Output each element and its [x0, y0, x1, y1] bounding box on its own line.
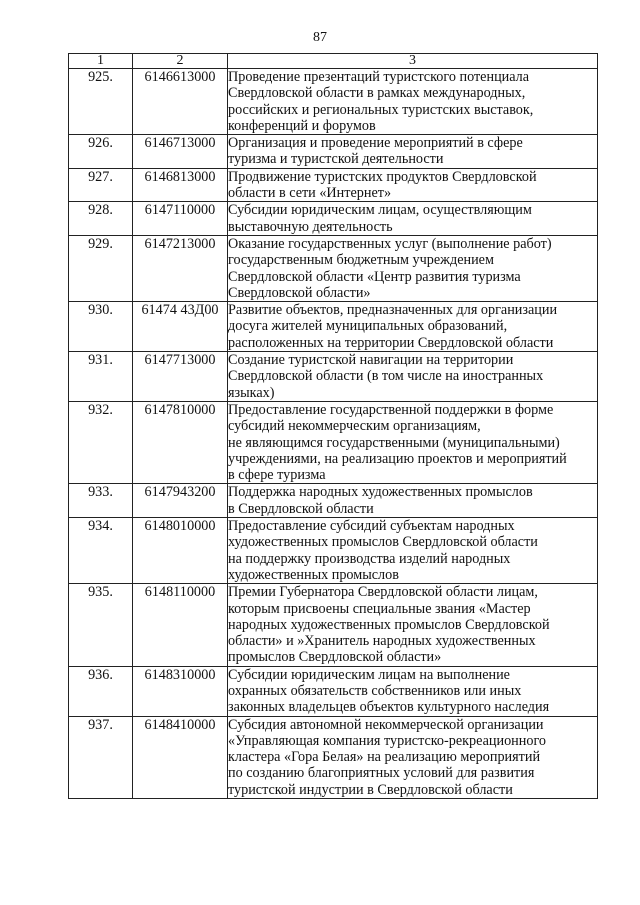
description-line: Предоставление государственной поддержки в форме: [228, 401, 554, 418]
table-row: [69, 584, 598, 666]
table-row: [69, 352, 598, 402]
table-body: [69, 69, 598, 799]
budget-code: 6147810000: [133, 401, 228, 483]
table-row: [69, 484, 598, 518]
item-description: [228, 235, 598, 301]
description-line: выставочную деятельность: [228, 218, 393, 235]
budget-code: 6148010000: [133, 518, 228, 584]
budget-code: 6147213000: [133, 235, 228, 301]
description-line: Создание туристской навигации на территории: [228, 352, 514, 369]
description-line: Развитие объектов, предназначенных для организации: [228, 302, 558, 319]
description-line: субсидий некоммерческим организациям,: [228, 418, 481, 435]
description-line: художественных промыслов: [228, 566, 399, 583]
budget-code: 6148410000: [133, 716, 228, 798]
description-line: в Свердловской области: [228, 500, 374, 517]
description-line: художественных промыслов Свердловской области: [228, 534, 538, 551]
description-line: Субсидия автономной некоммерческой организации: [228, 716, 544, 733]
row-number: 932.: [69, 401, 133, 483]
description-line: Организация и проведение мероприятий в сфере: [228, 135, 523, 152]
description-line: народных художественных промыслов Свердловской: [228, 616, 550, 633]
description-line: которым присвоены специальные звания «Мастер: [228, 600, 531, 617]
item-description: [228, 168, 598, 202]
description-line: «Управляющая компания туристско-рекреационного: [228, 732, 547, 749]
description-line: расположенных на территории Свердловской области: [228, 334, 554, 351]
description-line: досуга жителей муниципальных образований,: [228, 318, 508, 335]
budget-code: 61474 43Д00: [133, 302, 228, 352]
description-line: кластера «Гора Белая» на реализацию мероприятий: [228, 749, 541, 766]
description-line: российских и региональных туристских выставок,: [228, 101, 534, 118]
row-number: 936.: [69, 666, 133, 716]
item-description: [228, 69, 598, 135]
description-line: не являющимся государственными (муниципальными): [228, 434, 560, 451]
description-line: Поддержка народных художественных промыслов: [228, 484, 533, 501]
description-line: Свердловской области»: [228, 284, 371, 301]
row-number: 931.: [69, 352, 133, 402]
description-line: Свердловской области «Центр развития туризма: [228, 268, 521, 285]
table-row: [69, 168, 598, 202]
column-header-code: 2: [133, 54, 228, 69]
description-line: Свердловской области (в том числе на иностранных: [228, 368, 544, 385]
table-row: [69, 666, 598, 716]
row-number: 933.: [69, 484, 133, 518]
table-row: [69, 135, 598, 169]
budget-code: 6146813000: [133, 168, 228, 202]
description-line: конференций и форумов: [228, 117, 376, 134]
budget-code: 6146713000: [133, 135, 228, 169]
column-header-description: 3: [228, 54, 598, 69]
budget-code: 6148110000: [133, 584, 228, 666]
item-description: [228, 484, 598, 518]
description-line: туристской индустрии в Свердловской области: [228, 781, 513, 798]
description-line: государственным бюджетным учреждением: [228, 252, 494, 269]
row-number: 926.: [69, 135, 133, 169]
row-number: 928.: [69, 202, 133, 236]
table-row: [69, 302, 598, 352]
table-header-row: [69, 54, 598, 69]
description-line: Продвижение туристских продуктов Свердловской: [228, 168, 537, 185]
description-line: промыслов Свердловской области»: [228, 649, 442, 666]
row-number: 929.: [69, 235, 133, 301]
item-description: [228, 716, 598, 798]
description-line: Субсидии юридическим лицам на выполнение: [228, 666, 510, 683]
description-line: области» и »Хранитель народных художественных: [228, 633, 536, 650]
row-number: 934.: [69, 518, 133, 584]
table-row: [69, 518, 598, 584]
table-row: [69, 69, 598, 135]
row-number: 930.: [69, 302, 133, 352]
description-line: Предоставление субсидий субъектам народных: [228, 518, 515, 535]
item-description: [228, 401, 598, 483]
row-number: 927.: [69, 168, 133, 202]
item-description: [228, 302, 598, 352]
item-description: [228, 135, 598, 169]
budget-code: 6147943200: [133, 484, 228, 518]
item-description: [228, 202, 598, 236]
description-line: в сфере туризма: [228, 467, 326, 484]
description-line: языках): [228, 384, 275, 401]
table-row: [69, 401, 598, 483]
column-header-number: 1: [69, 54, 133, 69]
description-line: Проведение презентаций туристского потенциала: [228, 69, 530, 85]
description-line: Премии Губернатора Свердловской области лицам,: [228, 584, 538, 601]
budget-code: 6148310000: [133, 666, 228, 716]
description-line: учреждениями, на реализацию проектов и мероприятий: [228, 450, 567, 467]
description-line: законных владельцев объектов культурного наследия: [228, 699, 550, 716]
item-description: [228, 352, 598, 402]
table-row: [69, 202, 598, 236]
description-line: Субсидии юридическим лицам, осуществляющим: [228, 202, 532, 219]
table-row: [69, 716, 598, 798]
page-number: 87: [313, 30, 327, 45]
description-line: Свердловской области в рамках международных,: [228, 85, 526, 102]
budget-code: 6147110000: [133, 202, 228, 236]
description-line: на поддержку производства изделий народных: [228, 550, 511, 567]
item-description: [228, 584, 598, 666]
description-line: области в сети «Интернет»: [228, 185, 392, 202]
budget-code: 6147713000: [133, 352, 228, 402]
description-line: туризма и туристской деятельности: [228, 151, 444, 168]
description-line: Оказание государственных услуг (выполнение работ): [228, 235, 552, 252]
budget-code: 6146613000: [133, 69, 228, 135]
budget-code-table: [68, 53, 598, 799]
item-description: [228, 666, 598, 716]
row-number: 935.: [69, 584, 133, 666]
description-line: по созданию благоприятных условий для развития: [228, 765, 535, 782]
description-line: охранных обязательств собственников или иных: [228, 682, 522, 699]
table-row: [69, 235, 598, 301]
item-description: [228, 518, 598, 584]
row-number: 925.: [69, 69, 133, 135]
row-number: 937.: [69, 716, 133, 798]
